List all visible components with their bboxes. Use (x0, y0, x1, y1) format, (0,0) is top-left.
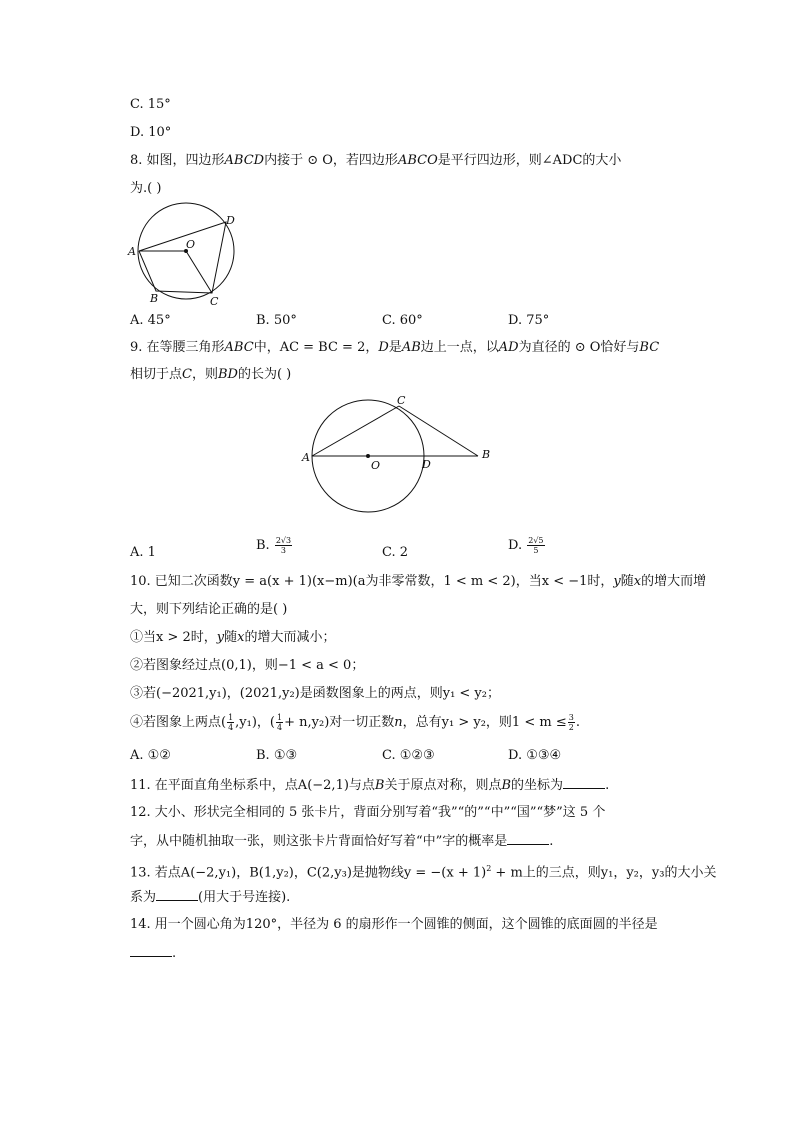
q8-option-b: B. 50° (256, 313, 297, 328)
q9-option-a: A. 1 (130, 545, 156, 560)
q9-label-b: B (482, 448, 491, 461)
q9-option-c: C. 2 (382, 545, 409, 560)
q10-statement-2: ②若图象经过点(0,1)，则−1 < a < 0； (130, 658, 365, 673)
q9-option-d: D. $\frac{2√5}{5}$ (508, 536, 544, 555)
option-d-prev: D. 10° (130, 125, 172, 140)
q10-option-b: B. ①③ (256, 748, 298, 763)
q11-answer-blank (563, 776, 605, 789)
q9-segment-bc (399, 406, 478, 456)
q8-figure (126, 202, 256, 310)
q10-option-c: C. ①②③ (382, 748, 435, 763)
q10-stem-line2: 大，则下列结论正确的是( ) (130, 602, 288, 617)
q8-label-c: C (210, 295, 219, 308)
q12-answer-blank (507, 832, 549, 845)
q9-segment-ac (312, 406, 399, 456)
q9-label-d: D (422, 458, 431, 471)
q9-label-c: C (397, 394, 406, 407)
q13-stem-line2: 系为 (用大于号连接). (130, 890, 291, 905)
q8-option-a: A. 45° (130, 313, 171, 328)
q8-label-a: A (128, 245, 136, 258)
q14-answer-blank (130, 944, 172, 957)
q9-label-o: O (371, 459, 381, 472)
q10-statement-3: ③若(−2021,y₁)，(2021,y₂)是函数图象上的两点，则y₁ < y₂； (130, 686, 500, 701)
q8-label-d: D (226, 214, 235, 227)
q8-label-b: B (150, 292, 159, 305)
q14-stem-line1: 14. 用一个圆心角为120°，半径为 6 的扇形作一个圆锥的侧面，这个圆锥的底面圆的半径是 (130, 917, 658, 932)
q9-label-a: A (302, 451, 310, 464)
q10-statement-4: ④若图象上两点( $\frac{1}{4}$ ,y₁)，( $\frac{1}{4}$ + n,y₂)对一切正数n，总有y₁ > y₂，则1 < m ≤ $\frac{3}{2}$ . (130, 713, 580, 732)
q8-segments-ao-oc (139, 251, 212, 293)
q10-option-d: D. ①③④ (508, 748, 562, 763)
q10-statement-1: ①当x > 2时，y随x的增大而减小； (130, 630, 336, 645)
q8-option-c: C. 60° (382, 313, 423, 328)
q9-option-b-fraction: $\frac{2√3}{3}$ (275, 536, 292, 555)
q14-stem-line2: . (130, 944, 176, 963)
q13-answer-blank (156, 888, 198, 901)
q8-label-o: O (186, 238, 196, 251)
q9-option-d-fraction: $\frac{2√5}{5}$ (528, 536, 544, 555)
q9-option-b: B. $\frac{2√3}{3}$ (256, 536, 292, 555)
q9-figure (296, 384, 506, 540)
q13-stem-line1: 13. 若点A(−2,y₁)，B(1,y₂)，C(2,y₃)是抛物线$y = -(x + 1)^2 + m$上的三点，则y₁，y₂，y₃的大小关 (130, 864, 717, 881)
q12-stem-line1: 12. 大小、形状完全相同的 5 张卡片，背面分别写着“我”“的”“中”“国”“梦”这 5 个 (130, 805, 606, 820)
q12-stem-line2: 字，从中随机抽取一张，则这张卡片背面恰好写着“中”字的概率是 . (130, 834, 554, 849)
q9-stem-line1: 9. 在等腰三角形ABC中，AC = BC = 2，D是AB边上一点，以AD为直径的 ⊙ O恰好与BC (130, 340, 660, 355)
q8-stem-line1: 8. 如图，四边形ABCD内接于 ⊙ O，若四边形ABCO是平行四边形，则∠ADC的大小 (130, 153, 622, 168)
q8-option-d: D. 75° (508, 313, 550, 328)
q9-center-dot (366, 454, 370, 458)
q11-stem: 11. 在平面直角坐标系中，点A(−2,1)与点B关于原点对称，则点B的坐标为 . (130, 778, 610, 793)
option-c-prev: C. 15° (130, 97, 171, 112)
q10-stem-line1: 10. 已知二次函数y = a(x + 1)(x−m)(a为非零常数，1 < m < 2)，当x < −1时，y随x的增大而增 (130, 574, 707, 589)
q8-quad-abcd (139, 222, 226, 293)
q9-stem-line2: 相切于点C，则BD的长为( ) (130, 367, 292, 382)
q8-stem-line2: 为.( ) (130, 181, 162, 196)
q10-option-a: A. ①② (130, 748, 171, 763)
